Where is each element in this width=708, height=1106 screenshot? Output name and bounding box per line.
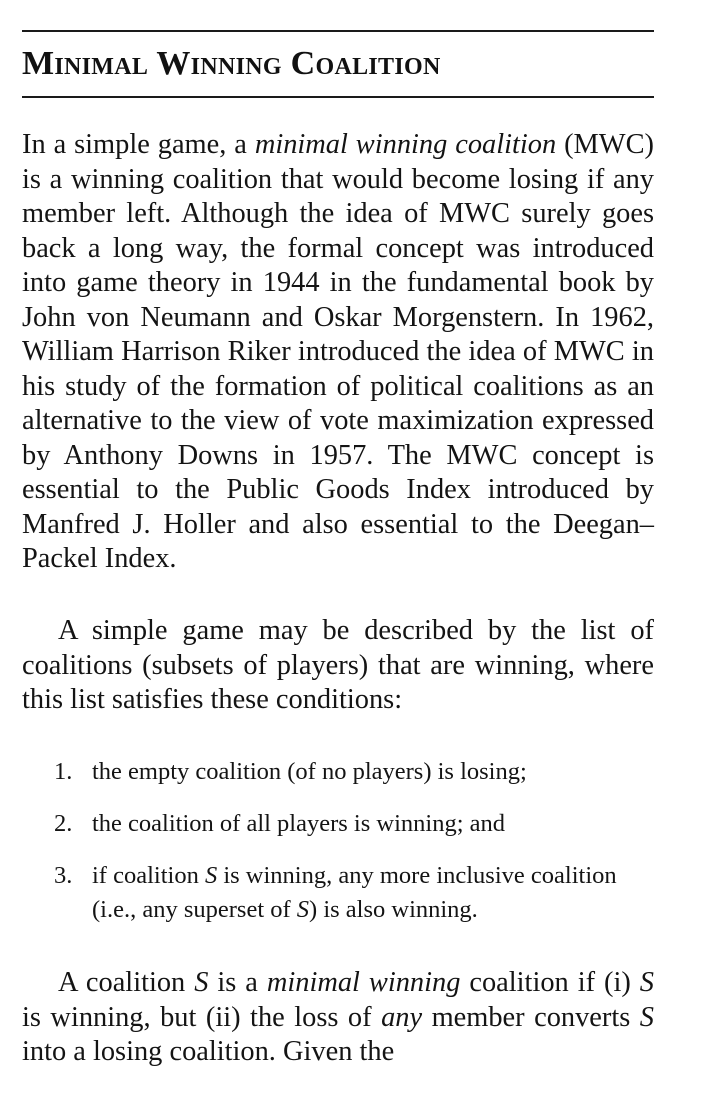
conditions-list [54, 755, 664, 945]
p3-italic-s: S [639, 1001, 654, 1033]
list-number: 2. [54, 810, 73, 837]
p3-text: is winning, but (ii) the loss of [22, 1001, 382, 1033]
list-number: 3. [54, 862, 73, 889]
list-text-part: ) is also winning. [309, 896, 478, 923]
paragraph-minimal [22, 966, 654, 1070]
list-text [92, 859, 664, 927]
p3-italic-s: S [639, 967, 654, 998]
list-text: the empty coalition (of no players) is losing; [92, 758, 527, 785]
p1-text-before: In a simple game, a [22, 129, 255, 160]
list-text-part: if coalition [92, 862, 205, 889]
p3-text: A coalition [58, 967, 195, 998]
list-number: 1. [54, 758, 73, 785]
list-item [54, 755, 664, 789]
list-italic-s: S [296, 896, 310, 923]
p1-italic-term: minimal winning coalition [254, 129, 557, 160]
list-item [54, 859, 664, 927]
bottom-rule [22, 96, 654, 98]
top-rule [22, 30, 654, 32]
p3-text: coalition if (i) [460, 967, 640, 998]
list-text: the coalition of all players is winning; and [92, 810, 506, 837]
list-item [54, 807, 664, 841]
article-heading: Minimal Winning Coalition [22, 45, 441, 82]
p3-italic-any: any [381, 1001, 423, 1033]
p3-text: member converts [422, 1001, 640, 1033]
list-text-part: is winning, any more inclusive coalition (i.e., any superset of [92, 862, 617, 923]
paragraph-intro [22, 128, 654, 577]
p3-italic-term: minimal winning [266, 967, 461, 998]
p1-text-after: (MWC) is a winning coalition that would become losing if any member left. Although the idea of MWC surely goes back a long way, the formal concept was introduced into game theory in 1944 in the fundamental book by John von Neumann and Oskar Morgenstern. In 1962, William Harrison Riker introduced the idea of MWC in his study of the formation of political coalitions as an alternative to the view of vote maximization expressed by Anthony Downs in 1957. The MWC concept is essential to the Public Goods Index introduced by Manfred J. Holler and also essential to the Deegan–Packel Index. [22, 129, 654, 574]
paragraph-definition: A simple game may be described by the list of coalitions (subsets of players) that are winning, where this list satisfies these conditions: [22, 615, 654, 715]
p3-text: into a losing coalition. Given the [22, 1036, 395, 1067]
p3-italic-s: S [194, 967, 209, 998]
p3-text: is a [208, 967, 267, 998]
list-italic-s: S [204, 862, 218, 889]
